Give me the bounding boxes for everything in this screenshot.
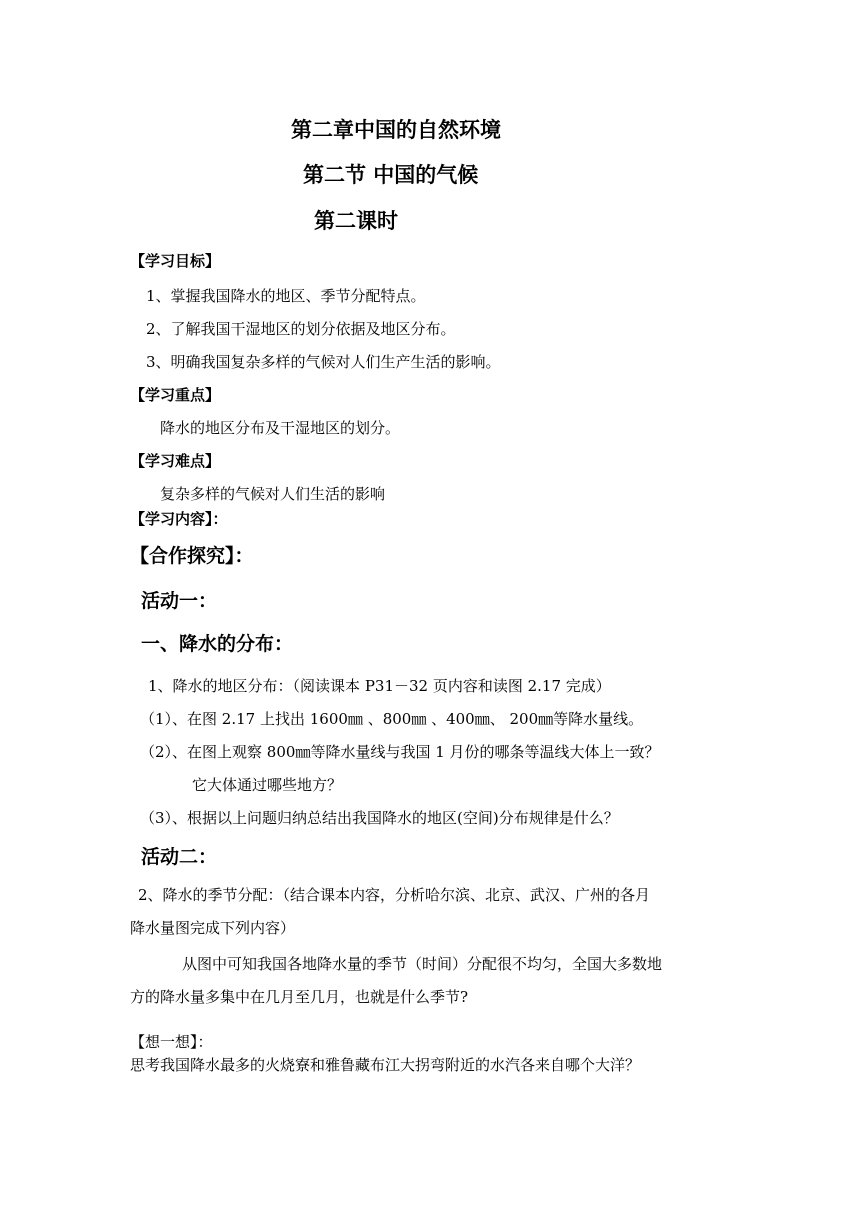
activity2-intro: 2、降水的季节分配：（结合课本内容，分析哈尔滨、北京、武汉、广州的各月: [138, 886, 651, 904]
activity1-question-2-continued: 它大体通过哪些地方？: [192, 776, 343, 794]
difficult-points-heading: 【学习难点】: [130, 452, 221, 470]
cooperation-heading: 【合作探究】：: [130, 545, 254, 567]
key-points-heading: 【学习重点】: [130, 386, 221, 404]
think-question: 思考我国降水最多的火烧寮和雅鲁藏布江大拐弯附近的水汽各来自哪个大洋？: [130, 1056, 641, 1074]
lesson-title: 第二课时: [314, 209, 398, 233]
activity2-intro-continued: 降水量图完成下列内容）: [130, 919, 296, 937]
section-title: 第二节 中国的气候: [303, 163, 479, 187]
activity1-subheading: 一、降水的分布：: [141, 633, 294, 655]
objectives-heading: 【学习目标】: [130, 252, 221, 270]
objective-item: 1、掌握我国降水的地区、季节分配特点。: [146, 287, 426, 305]
content-heading: 【学习内容】：: [130, 510, 228, 528]
think-heading: 【想一想】：: [130, 1033, 213, 1051]
activity1-question-1: （1）、在图 2.17 上找出 1600㎜ 、800㎜ 、400㎜、 200㎜等降水量线。: [140, 710, 644, 728]
activity2-paragraph: 从图中可知我国各地降水量的季节（时间）分配很不均匀，全国大多数地: [182, 955, 663, 973]
key-points-text: 降水的地区分布及干湿地区的划分。: [160, 419, 401, 437]
objective-item: 2、了解我国干湿地区的划分依据及地区分布。: [146, 320, 456, 338]
activity1-intro: 1、降水的地区分布：（阅读课本 P31－32 页内容和读图 2.17 完成）: [148, 677, 611, 695]
objective-item: 3、明确我国复杂多样的气候对人们生产生活的影响。: [146, 353, 501, 371]
activity2-heading: 活动二：: [141, 846, 218, 868]
chapter-title: 第二章中国的自然环境: [291, 118, 501, 142]
difficult-points-text: 复杂多样的气候对人们生活的影响: [160, 485, 386, 503]
activity1-question-2: （2）、在图上观察 800㎜等降水量线与我国 1 月份的哪条等温线大体上一致？: [140, 743, 660, 761]
activity1-question-3: （3）、根据以上问题归纳总结出我国降水的地区(空间)分布规律是什么？: [140, 809, 619, 827]
activity1-heading: 活动一：: [141, 590, 218, 612]
activity2-paragraph-continued: 方的降水量多集中在几月至几月，也就是什么季节?: [130, 988, 469, 1006]
